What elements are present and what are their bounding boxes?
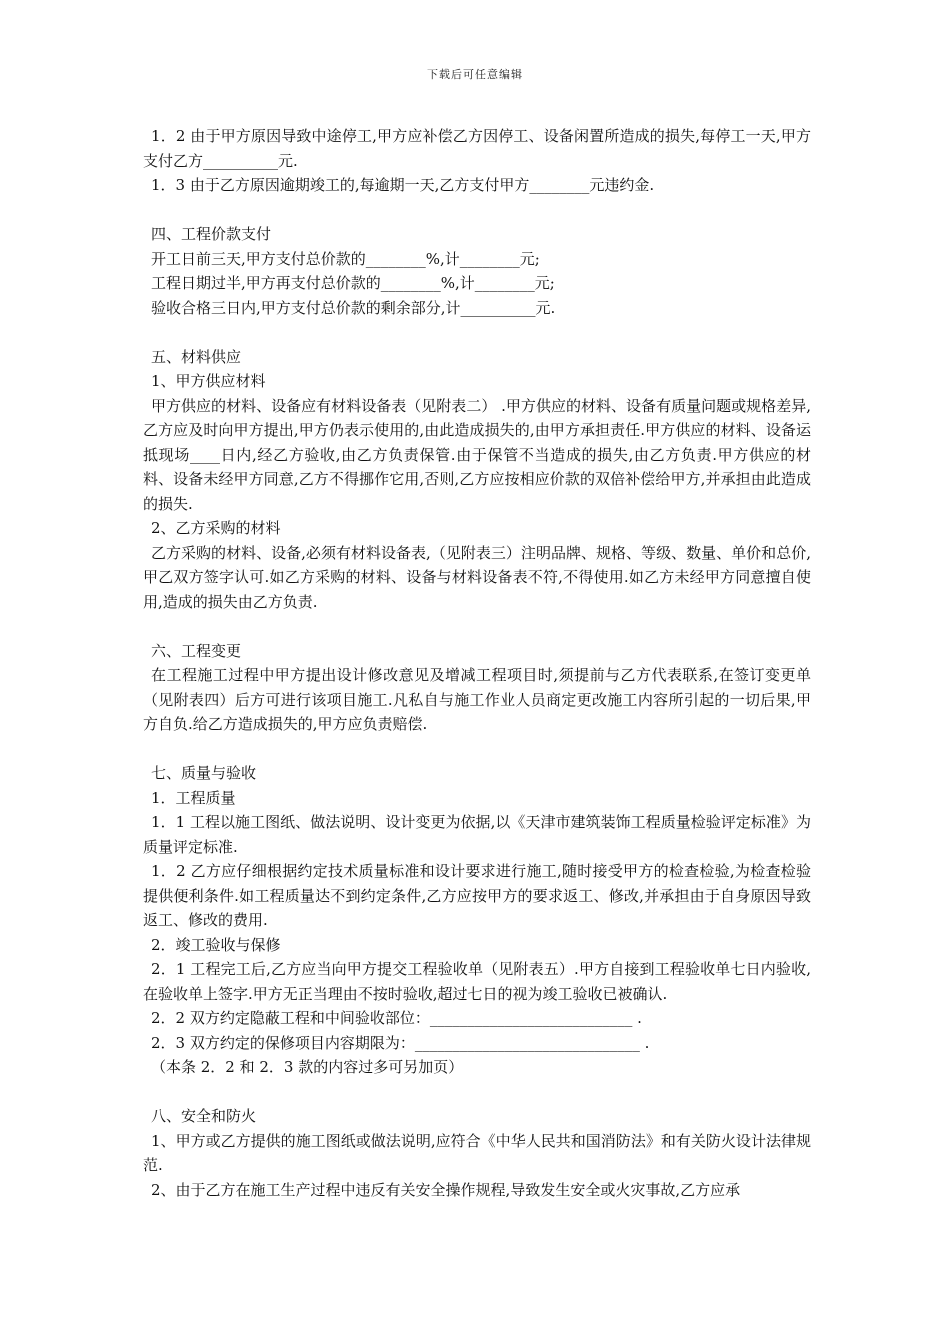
changes-text: 在工程施工过程中甲方提出设计修改意见及增减工程项目时,须提前与乙方代表联系,在签订变更单（见附表四）后方可进行该项目施工.凡私自与施工作业人员商定更改施工内容所引起的一切后果,甲方自负.给乙方造成损失的,甲方应负责赔偿. — [143, 666, 811, 733]
section-heading-materials: 五、材料供应 — [151, 347, 242, 366]
blank-line — [143, 737, 811, 762]
subheading-party-a-materials: 1、甲方供应材料 — [151, 372, 266, 390]
document-body — [143, 124, 811, 1202]
payment-second: 工程日期过半,甲方再支付总价款的________%,计________元; — [151, 274, 555, 292]
quality-1-1: 1．1 工程以施工图纸、做法说明、设计变更为依据,以《天津市建筑装饰工程质量检验评定标准》为质量评定标准. — [143, 813, 811, 856]
party-a-materials-text: 甲方供应的材料、设备应有材料设备表（见附表二） .甲方供应的材料、设备有质量问题或规格差异,乙方应及时向甲方提出,甲方仍表示使用的,由此造成损失的,由甲方承担责任.甲方供应的材料、设备运抵现场____日内,经乙方验收,由乙方负责保管.由于保管不当造成的损失,由乙方负责.甲方供应的材料、设备未经甲方同意,乙方不得挪作它用,否则,乙方应按相应价款的双倍补偿给甲方,并承担由此造成的损失. — [143, 396, 811, 513]
blank-line — [143, 198, 811, 223]
quality-1-2: 1．2 乙方应仔细根据约定技术质量标准和设计要求进行施工,随时接受甲方的检查检验,为检查检验提供便利条件.如工程质量达不到约定条件,乙方应按甲方的要求返工、修改,并承担由于自身原因导致返工、修改的费用. — [143, 862, 811, 929]
subheading-quality: 1．工程质量 — [151, 788, 236, 807]
blank-line — [143, 320, 811, 345]
page-header: 下载后可任意编辑 — [427, 68, 523, 81]
safety-2: 2、由于乙方在施工生产过程中违反有关安全操作规程,导致发生安全或火灾事故,乙方应承 — [151, 1180, 741, 1199]
section-heading-quality: 七、质量与验收 — [151, 764, 257, 782]
blank-line — [143, 1080, 811, 1105]
safety-1: 1、甲方或乙方提供的施工图纸或做法说明,应符合《中华人民共和国消防法》和有关防火设计法律规范. — [143, 1131, 811, 1174]
clause-1-2: 1．2 由于甲方原因导致中途停工,甲方应补偿乙方因停工、设备闲置所造成的损失,每停工一天,甲方支付乙方__________元. — [143, 127, 811, 170]
payment-first: 开工日前三天,甲方支付总价款的________%,计________元; — [151, 249, 540, 268]
subheading-acceptance: 2．竣工验收与保修 — [151, 935, 281, 954]
party-b-materials-text: 乙方采购的材料、设备,必须有材料设备表,（见附表三）注明品牌、规格、等级、数量、单价和总价,甲乙双方签字认可.如乙方采购的材料、设备与材料设备表不符,不得使用.如乙方未经甲方同意擅自使用,造成的损失由乙方负责. — [143, 543, 811, 611]
section-heading-payment: 四、工程价款支付 — [151, 225, 272, 243]
acceptance-2-2: 2．2 双方约定隐蔽工程和中间验收部位：___________________________ . — [151, 1009, 642, 1027]
acceptance-note: （本条 2．2 和 2．3 款的内容过多可另加页） — [151, 1058, 464, 1076]
section-heading-safety: 八、安全和防火 — [151, 1107, 257, 1125]
blank-line — [143, 614, 811, 639]
payment-final: 验收合格三日内,甲方支付总价款的剩余部分,计__________元. — [151, 298, 556, 317]
clause-1-3: 1．3 由于乙方原因逾期竣工的,每逾期一天,乙方支付甲方________元违约金. — [151, 176, 655, 194]
acceptance-2-1: 2．1 工程完工后,乙方应当向甲方提交工程验收单（见附表五）.甲方自接到工程验收单七日内验收,在验收单上签字.甲方无正当理由不按时验收,超过七日的视为竣工验收已被确认. — [143, 960, 811, 1003]
acceptance-2-3: 2．3 双方约定的保修项目内容期限为：______________________________ . — [151, 1033, 650, 1052]
section-heading-changes: 六、工程变更 — [151, 641, 242, 660]
subheading-party-b-materials: 2、乙方采购的材料 — [151, 519, 281, 537]
